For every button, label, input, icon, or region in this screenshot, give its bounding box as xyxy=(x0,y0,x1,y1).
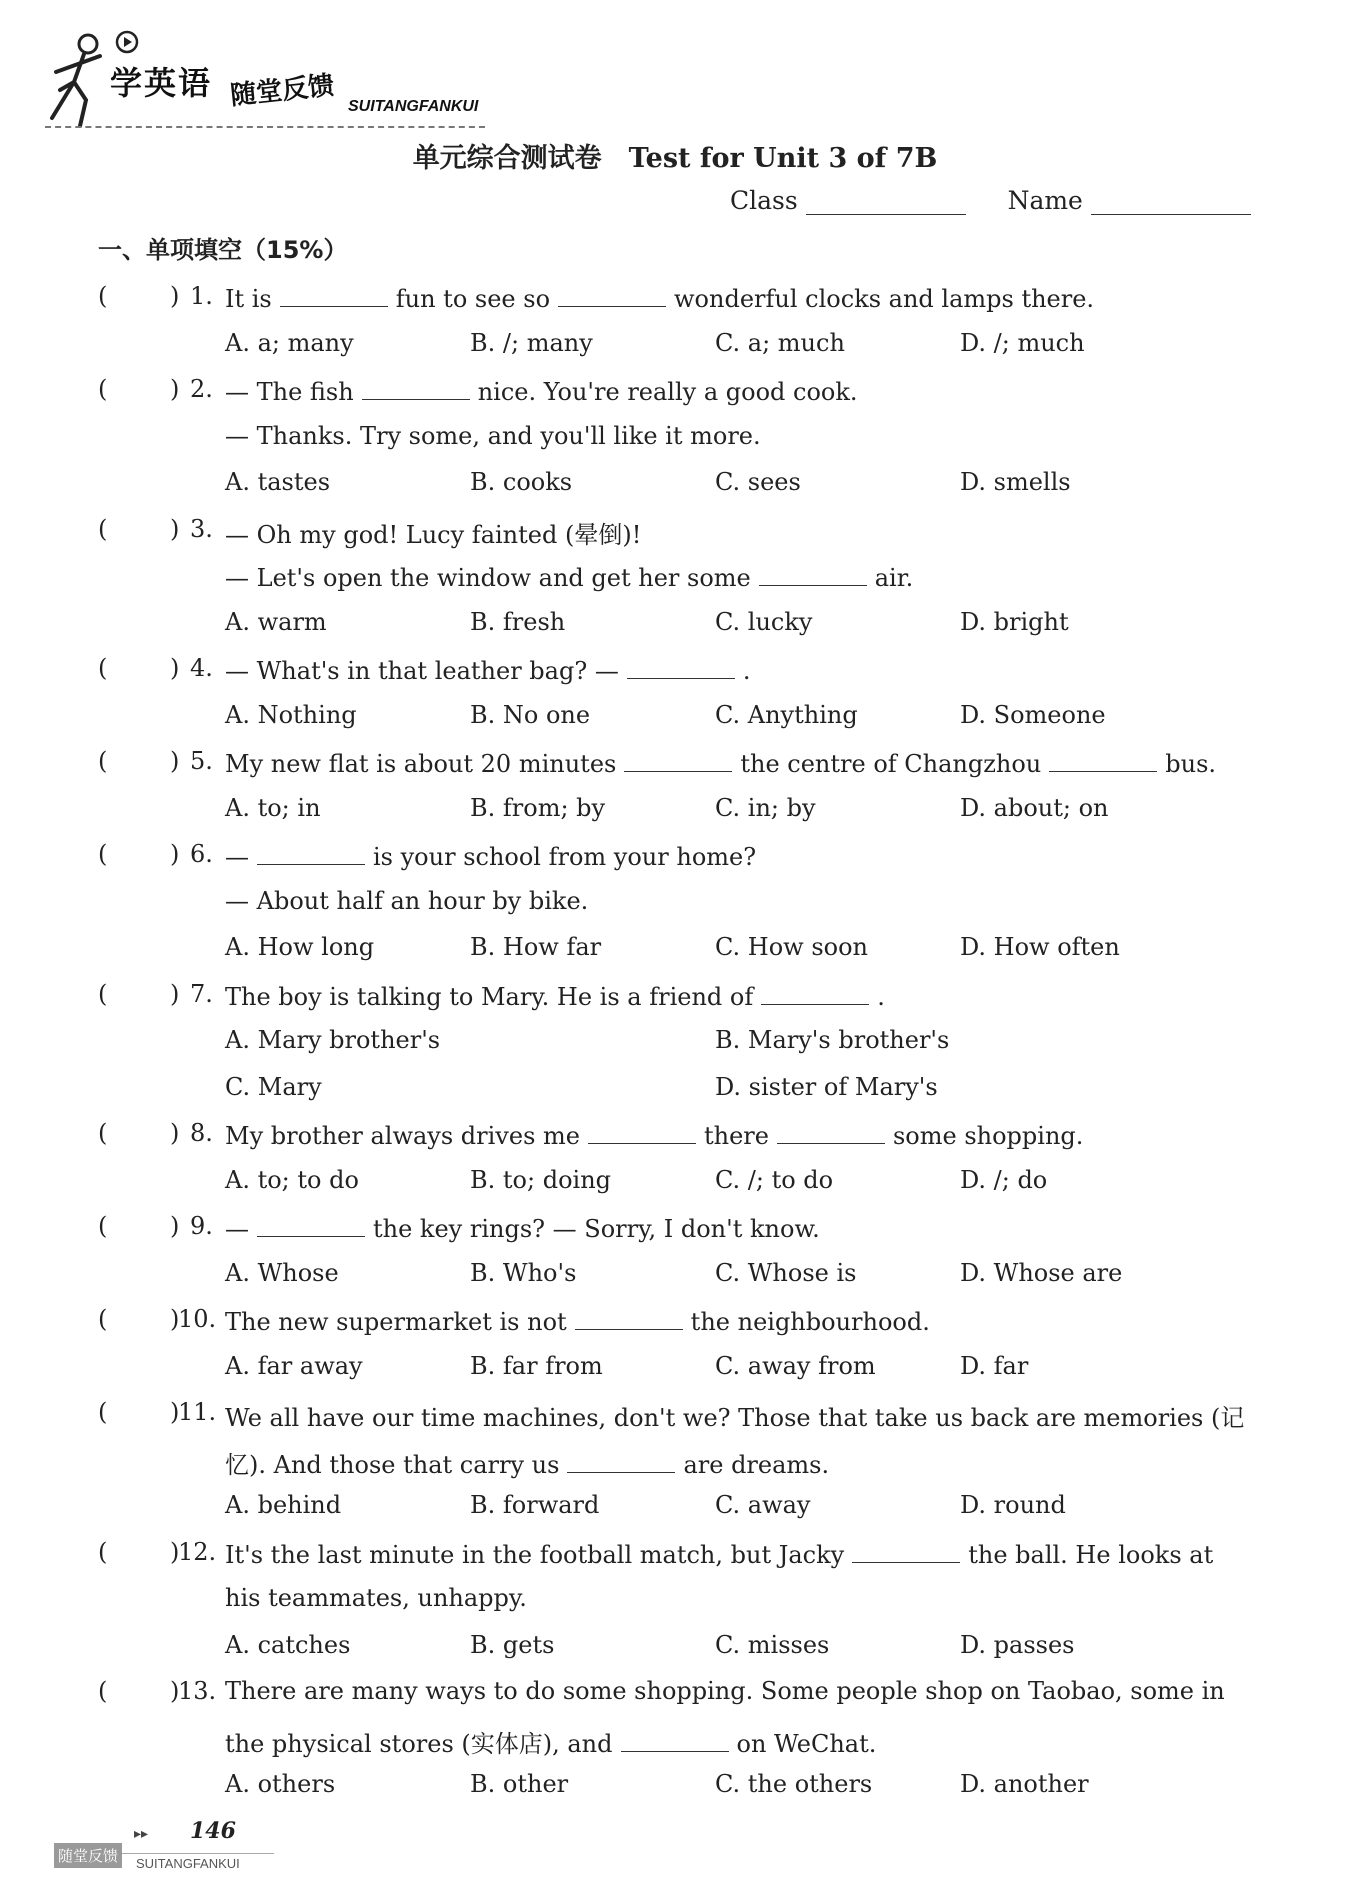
question-text: . xyxy=(877,982,885,1011)
question-text: the ball. He looks at xyxy=(968,1540,1214,1569)
question-number: 8. xyxy=(190,1119,213,1147)
answer-paren-open: ( xyxy=(98,375,108,403)
play-icon xyxy=(115,30,139,54)
question-text: nice. You're really a good cook. xyxy=(477,378,858,406)
option-a: A. Whose xyxy=(225,1258,339,1287)
answer-blank xyxy=(621,1727,729,1752)
option-c: C. the others xyxy=(715,1770,873,1798)
header-divider xyxy=(45,126,485,128)
question-text: there xyxy=(703,1122,769,1150)
answer-paren-open: ( xyxy=(98,514,108,543)
answer-paren-close: ) xyxy=(170,1537,180,1566)
answer-blank xyxy=(852,1538,960,1563)
question-text: — About half an hour by bike. xyxy=(225,886,589,915)
question-text: — Thanks. Try some, and you'll like it more. xyxy=(225,421,761,450)
answer-paren-open: ( xyxy=(98,1677,108,1705)
logo-eng-text: SUITANGFANKUI xyxy=(348,98,479,115)
footer-eng-text: SUITANGFANKUI xyxy=(136,1856,240,1871)
option-c: C. a; much xyxy=(715,328,845,357)
question-text-line xyxy=(225,887,588,915)
option-c: C. sees xyxy=(715,468,801,496)
question-text: My brother always drives me xyxy=(225,1122,580,1150)
option-b: B. Mary's brother's xyxy=(715,1026,950,1054)
question-text: The boy is talking to Mary. He is a friend of xyxy=(225,982,754,1011)
answer-paren-open: ( xyxy=(98,979,108,1008)
question-number: 4. xyxy=(190,654,213,682)
question-text: the physical stores (实体店), and xyxy=(225,1729,613,1758)
question-text: some shopping. xyxy=(892,1122,1084,1150)
option-b: B. Who's xyxy=(470,1258,577,1287)
answer-blank xyxy=(777,1119,885,1144)
answer-paren-close: ) xyxy=(170,282,180,310)
page-number: 146 xyxy=(190,1818,236,1844)
answer-paren-open: ( xyxy=(98,747,108,775)
answer-paren-close: ) xyxy=(170,1398,180,1426)
option-a: A. Mary brother's xyxy=(225,1026,441,1054)
answer-blank xyxy=(567,1448,675,1473)
option-b: B. cooks xyxy=(470,468,573,496)
answer-paren-close: ) xyxy=(170,1305,180,1333)
question-text-line xyxy=(225,1584,527,1612)
question-text-line xyxy=(225,654,750,685)
question-text-line xyxy=(225,1119,1083,1150)
question-text: 忆). And those that carry us xyxy=(225,1450,560,1479)
option-c: C. misses xyxy=(715,1630,830,1659)
question-text: the centre of Changzhou xyxy=(740,750,1042,778)
question-text: — xyxy=(225,843,249,871)
option-b: B. gets xyxy=(470,1630,555,1659)
answer-paren-close: ) xyxy=(170,375,180,403)
question-text: — Let's open the window and get her some xyxy=(225,564,751,592)
option-d: D. bright xyxy=(960,607,1069,636)
question-text: . xyxy=(742,657,751,685)
question-text-line xyxy=(225,422,761,450)
question-text: fun to see so xyxy=(395,285,551,313)
answer-paren-close: ) xyxy=(170,654,180,682)
option-d: D. smells xyxy=(960,468,1071,496)
answer-blank xyxy=(1049,747,1157,772)
answer-blank xyxy=(627,654,735,679)
question-number: 10. xyxy=(178,1305,217,1333)
option-c: C. Anything xyxy=(715,700,858,729)
answer-paren-open: ( xyxy=(98,1212,108,1240)
answer-paren-close: ) xyxy=(170,1212,180,1240)
question-text: We all have our time machines, don't we? Those that take us back are memories (记 xyxy=(225,1404,1245,1432)
option-d: D. another xyxy=(960,1770,1089,1798)
option-d: D. about; on xyxy=(960,793,1109,822)
option-d: D. round xyxy=(960,1491,1066,1519)
answer-paren-open: ( xyxy=(98,282,108,310)
answer-paren-close: ) xyxy=(170,979,180,1008)
answer-paren-open: ( xyxy=(98,1537,108,1566)
option-c: C. /; to do xyxy=(715,1165,834,1194)
name-label: Name xyxy=(1007,186,1083,215)
question-text-line xyxy=(225,375,858,406)
name-blank xyxy=(1091,213,1251,215)
question-text: — What's in that leather bag? — xyxy=(225,657,619,685)
question-text: There are many ways to do some shopping. Some people shop on Taobao, some in xyxy=(225,1677,1225,1705)
answer-paren-open: ( xyxy=(98,654,108,682)
answer-blank xyxy=(257,840,365,865)
option-a: A. to; in xyxy=(225,793,321,822)
question-text: bus. xyxy=(1165,750,1217,778)
answer-paren-close: ) xyxy=(170,747,180,775)
option-a: A. catches xyxy=(225,1630,351,1659)
option-b: B. /; many xyxy=(470,328,593,357)
option-a: A. to; to do xyxy=(225,1165,359,1194)
class-name-line xyxy=(730,186,1251,215)
question-text: are dreams. xyxy=(683,1450,830,1479)
option-a: A. others xyxy=(225,1770,336,1798)
question-text-line xyxy=(225,282,1094,313)
question-number: 6. xyxy=(190,840,213,868)
question-text: wonderful clocks and lamps there. xyxy=(674,285,1095,313)
option-c: C. lucky xyxy=(715,607,813,636)
option-b: B. to; doing xyxy=(470,1165,612,1194)
option-a: A. How long xyxy=(225,933,375,961)
option-a: A. tastes xyxy=(225,468,331,496)
class-blank xyxy=(806,213,966,215)
option-d: D. Someone xyxy=(960,700,1106,729)
question-number: 1. xyxy=(190,282,213,310)
answer-blank xyxy=(257,1212,365,1237)
option-d: D. Whose are xyxy=(960,1258,1123,1287)
footer-badge: 随堂反馈 xyxy=(54,1843,122,1868)
option-d: D. How often xyxy=(960,933,1120,961)
option-c: C. away from xyxy=(715,1351,876,1380)
question-text: — The fish xyxy=(225,378,354,406)
option-b: B. How far xyxy=(470,933,602,961)
answer-paren-open: ( xyxy=(98,1119,108,1147)
question-text: It's the last minute in the football match, but Jacky xyxy=(225,1540,845,1569)
question-text: My new flat is about 20 minutes xyxy=(225,750,617,778)
option-a: A. Nothing xyxy=(225,700,357,729)
question-number: 7. xyxy=(190,979,213,1008)
runner-logo-icon xyxy=(40,30,110,130)
option-b: B. far from xyxy=(470,1351,603,1380)
question-text: on WeChat. xyxy=(736,1729,877,1758)
answer-paren-close: ) xyxy=(170,840,180,868)
option-c: C. away xyxy=(715,1491,811,1519)
question-text: — xyxy=(225,1215,249,1243)
answer-paren-close: ) xyxy=(170,514,180,543)
option-c: C. in; by xyxy=(715,793,816,822)
option-c: C. Mary xyxy=(225,1072,322,1101)
question-text-line xyxy=(225,515,641,550)
option-b: B. from; by xyxy=(470,793,606,822)
option-b: B. No one xyxy=(470,700,591,729)
question-text: is your school from your home? xyxy=(373,843,757,871)
answer-paren-open: ( xyxy=(98,1305,108,1333)
question-text: — Oh my god! Lucy fainted (晕倒)! xyxy=(225,520,642,549)
question-text-line xyxy=(225,1677,1225,1705)
answer-blank xyxy=(558,282,666,307)
question-text-line xyxy=(225,1212,820,1243)
question-text: The new supermarket is not xyxy=(225,1308,567,1336)
page-title: 单元综合测试卷 Test for Unit 3 of 7B xyxy=(412,143,938,174)
question-text-line xyxy=(225,561,913,592)
question-text: the neighbourhood. xyxy=(690,1308,930,1336)
question-text: his teammates, unhappy. xyxy=(225,1584,527,1612)
answer-paren-open: ( xyxy=(98,840,108,868)
answer-blank xyxy=(588,1119,696,1144)
option-c: C. How soon xyxy=(715,933,868,961)
header-logo xyxy=(30,18,590,128)
question-number: 3. xyxy=(190,514,213,543)
question-number: 13. xyxy=(178,1677,217,1705)
question-number: 12. xyxy=(178,1537,217,1566)
answer-blank xyxy=(624,747,732,772)
option-d: D. /; do xyxy=(960,1165,1048,1194)
logo-sub-text: 随堂反馈 xyxy=(228,70,336,112)
logo-main-text: 学英语 xyxy=(110,64,213,102)
option-d: D. sister of Mary's xyxy=(715,1072,938,1101)
option-a: A. a; many xyxy=(225,328,354,357)
option-d: D. far xyxy=(960,1351,1029,1380)
answer-blank xyxy=(362,375,470,400)
question-text: air. xyxy=(874,564,914,592)
answer-blank xyxy=(280,282,388,307)
option-d: D. passes xyxy=(960,1630,1075,1659)
option-b: B. fresh xyxy=(470,607,566,636)
answer-paren-close: ) xyxy=(170,1119,180,1147)
option-b: B. other xyxy=(470,1770,569,1798)
question-number: 5. xyxy=(190,747,213,775)
question-text-line xyxy=(225,1398,1244,1433)
question-text-line xyxy=(225,1305,930,1336)
answer-blank xyxy=(761,980,869,1005)
question-text-line xyxy=(225,747,1216,778)
section-title: 一、单项填空（15%） xyxy=(98,236,348,264)
question-text-line xyxy=(225,1538,1213,1569)
question-text-line xyxy=(225,980,885,1011)
question-text: It is xyxy=(225,285,272,313)
answer-blank xyxy=(575,1305,683,1330)
class-label: Class xyxy=(730,186,798,215)
question-text-line xyxy=(225,1724,876,1759)
question-number: 2. xyxy=(190,375,213,403)
option-a: A. far away xyxy=(225,1351,363,1380)
answer-paren-close: ) xyxy=(170,1677,180,1705)
option-a: A. warm xyxy=(225,607,327,636)
question-text-line xyxy=(225,1445,829,1480)
question-text-line xyxy=(225,840,756,871)
question-number: 9. xyxy=(190,1212,213,1240)
question-text: the key rings? — Sorry, I don't know. xyxy=(373,1215,820,1243)
option-a: A. behind xyxy=(225,1491,342,1519)
option-d: D. /; much xyxy=(960,328,1085,357)
question-number: 11. xyxy=(178,1398,217,1426)
option-b: B. forward xyxy=(470,1491,600,1519)
option-c: C. Whose is xyxy=(715,1258,857,1287)
footer-arrow-icon: ▸▸ xyxy=(134,1826,149,1842)
answer-paren-open: ( xyxy=(98,1398,108,1426)
answer-blank xyxy=(759,561,867,586)
